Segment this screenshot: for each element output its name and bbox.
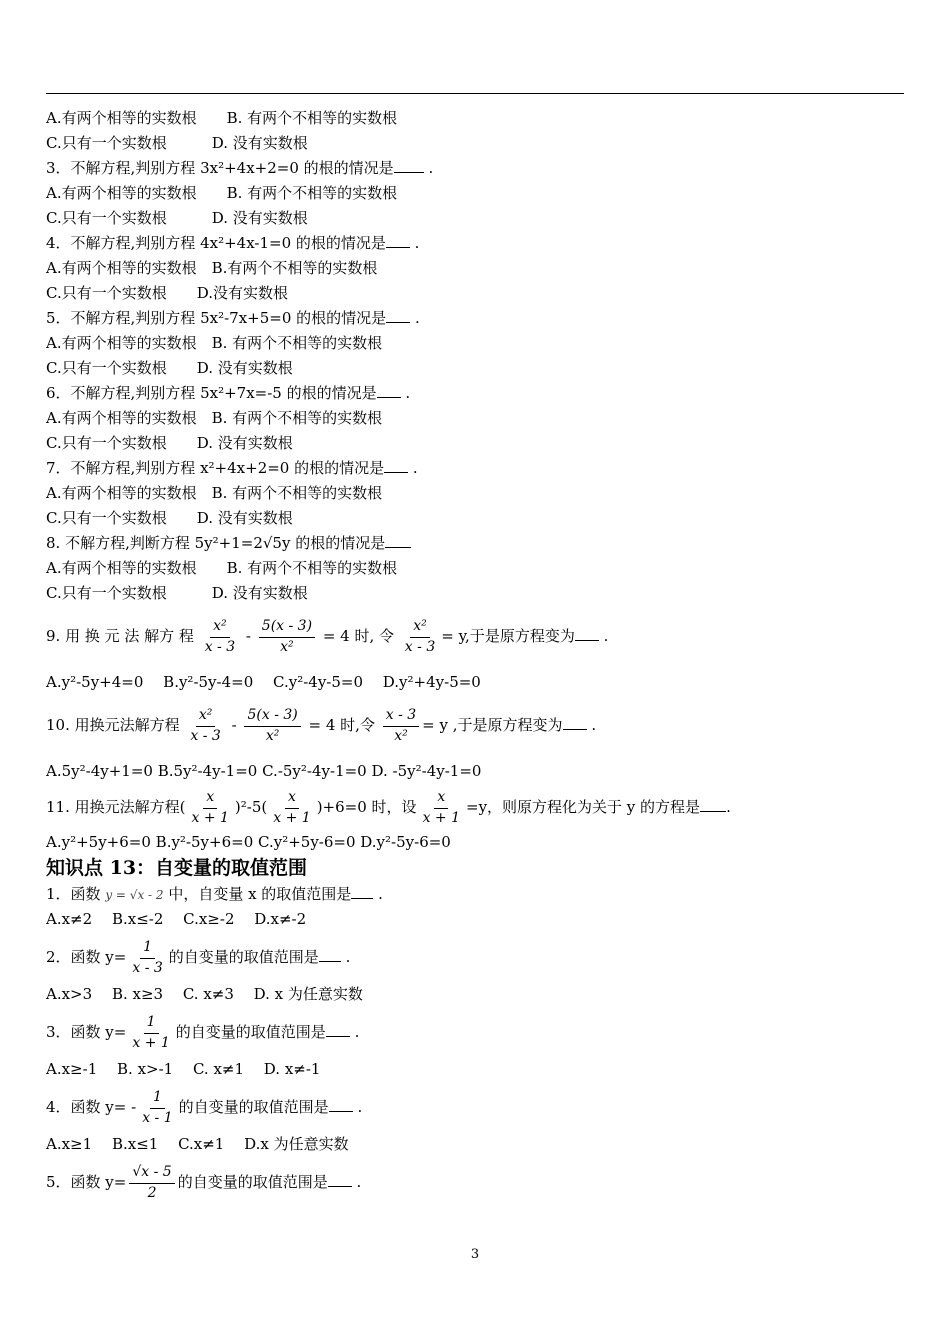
function-expression: y = √x - 2 bbox=[105, 888, 164, 902]
answer-blank bbox=[384, 458, 408, 473]
answer-blank bbox=[386, 233, 410, 248]
text-line: C.只有一个实数根 D. 没有实数根 bbox=[46, 509, 293, 527]
header-rule bbox=[46, 93, 904, 94]
text-line: A.有两个相等的实数根 B. 有两个不相等的实数根 bbox=[46, 409, 383, 427]
section-heading: 知识点 13：自变量的取值范围 bbox=[46, 857, 308, 879]
text-line: A.有两个相等的实数根 B. 有两个不相等的实数根 bbox=[46, 559, 398, 577]
question-k2: 2．函数 y= $\frac{1}{x - 3}$ 的自变量的取值范围是 . bbox=[46, 939, 351, 976]
options-line: A.x≥1 B.x≤1 C.x≠1 D.x 为任意实数 bbox=[46, 1135, 349, 1153]
text-line: C.只有一个实数根 D. 没有实数根 bbox=[46, 434, 293, 452]
answer-blank bbox=[563, 715, 587, 730]
fraction: $\frac{1}{x - 1}$ bbox=[142, 1089, 173, 1126]
question-k4: 4．函数 y= - $\frac{1}{x - 1}$ 的自变量的取值范围是 . bbox=[46, 1089, 363, 1126]
fraction: $\frac{\text{x²}}{x - 3}$ bbox=[190, 707, 221, 744]
question-8: 8. 不解方程,判断方程 5y²+1=2√5y 的根的情况是 bbox=[46, 531, 906, 556]
answer-blank bbox=[351, 884, 373, 899]
question-7: 7．不解方程,判别方程 x²+4x+2=0 的根的情况是 . bbox=[46, 459, 418, 477]
question-k1: 1．函数 y = √x - 2 中，自变量 x 的取值范围是 . bbox=[46, 885, 383, 903]
fraction: $\frac{x - 3}{\text{x²}}$ bbox=[383, 708, 419, 744]
options-line: A.x>3 B. x≥3 C. x≠3 D. x 为任意实数 bbox=[46, 985, 363, 1003]
text-line: A.有两个相等的实数根 B. 有两个不相等的实数根 bbox=[46, 184, 398, 202]
options-line: A.y²-5y+4=0 B.y²-5y-4=0 C.y²-4y-5=0 D.y²+4y-5=0 bbox=[46, 673, 481, 691]
page-content bbox=[46, 106, 906, 1207]
question-5: 5．不解方程,判别方程 5x²-7x+5=0 的根的情况是 . bbox=[46, 309, 420, 327]
question-11: 11. 用换元法解方程( $\frac{x}{x + 1}$ )²-5( $\frac{x}{x + 1}$ )+6=0 时，设 $\frac{x}{x + 1}$ =y，则原方程化为关于 y 的方程是 . bbox=[46, 789, 731, 826]
answer-blank bbox=[386, 308, 410, 323]
fraction: $\frac{√x - 5}{2}$ bbox=[129, 1165, 174, 1201]
question-6: 6．不解方程,判别方程 5x²+7x=-5 的根的情况是 . bbox=[46, 384, 411, 402]
text-line: A.有两个相等的实数根 B. 有两个不相等的实数根 bbox=[46, 484, 383, 502]
question-3: 3．不解方程,判别方程 3x²+4x+2=0 的根的情况是 . bbox=[46, 159, 434, 177]
fraction: $\frac{5(x - 3)}{\text{x²}}$ bbox=[259, 619, 315, 655]
options-line: A.y²+5y+6=0 B.y²-5y+6=0 C.y²+5y-6=0 D.y²-5y-6=0 bbox=[46, 833, 451, 851]
answer-blank bbox=[329, 1097, 353, 1112]
text-line: C.只有一个实数根 D. 没有实数根 bbox=[46, 359, 293, 377]
options-line: A.5y²-4y+1=0 B.5y²-4y-1=0 C.-5y²-4y-1=0 D. -5y²-4y-1=0 bbox=[46, 762, 482, 780]
fraction: $\frac{x}{x + 1}$ bbox=[422, 789, 460, 826]
text-line: C.只有一个实数根 D. 没有实数根 bbox=[46, 209, 308, 227]
fraction: $\frac{x}{x + 1}$ bbox=[273, 789, 311, 826]
fraction: $\frac{1}{x + 1}$ bbox=[132, 1014, 170, 1051]
options-line: A.x≠2 B.x≤-2 C.x≥-2 D.x≠-2 bbox=[46, 910, 307, 928]
text-line: A.有两个相等的实数根 B. 有两个不相等的实数根 bbox=[46, 334, 383, 352]
text-line: C.只有一个实数根 D. 没有实数根 bbox=[46, 134, 308, 152]
question-4: 4．不解方程,判别方程 4x²+4x-1=0 的根的情况是 . bbox=[46, 234, 420, 252]
fraction: $\frac{x}{x + 1}$ bbox=[191, 789, 229, 826]
options-line: A.x≥-1 B. x>-1 C. x≠1 D. x≠-1 bbox=[46, 1060, 321, 1078]
text-line: C.只有一个实数根 D.没有实数根 bbox=[46, 284, 288, 302]
answer-blank bbox=[575, 626, 599, 641]
fraction: $\frac{5(x - 3)}{\text{x²}}$ bbox=[244, 708, 300, 744]
answer-blank bbox=[394, 158, 424, 173]
answer-blank bbox=[328, 1172, 352, 1187]
page-number: 3 bbox=[470, 1247, 480, 1262]
fraction: $\frac{\text{x²}}{x - 3}$ bbox=[404, 618, 436, 655]
question-k5: 5．函数 y= $\frac{√x - 5}{2}$ 的自变量的取值范围是 . bbox=[46, 1164, 362, 1201]
answer-blank bbox=[377, 383, 401, 398]
question-10: 10. 用换元法解方程 $\frac{\text{x²}}{x - 3}$ - $\frac{5(x - 3)}{\text{x²}}$ = 4 时,令 $\frac{x - 3}{\text{x²}}$ = y ,于是原方程变为 . bbox=[46, 707, 597, 744]
fraction: $\frac{\text{x²}}{x - 3}$ bbox=[204, 618, 236, 655]
answer-blank bbox=[700, 797, 726, 812]
answer-blank bbox=[385, 533, 411, 548]
text-line: A.有两个相等的实数根 B. 有两个不相等的实数根 bbox=[46, 109, 398, 127]
answer-blank bbox=[326, 1022, 350, 1037]
question-k3: 3．函数 y= $\frac{1}{x + 1}$ 的自变量的取值范围是 . bbox=[46, 1014, 360, 1051]
text-line: A.有两个相等的实数根 B.有两个不相等的实数根 bbox=[46, 259, 378, 277]
question-9: 9. 用 换 元 法 解方 程 $\frac{\text{x²}}{x - 3}$ - $\frac{5(x - 3)}{\text{x²}}$ = 4 时, 令 $\frac{\text{x²}}{x - 3}$ = y,于是原方程变为 . bbox=[46, 618, 609, 655]
answer-blank bbox=[319, 947, 341, 962]
fraction: $\frac{1}{x - 3}$ bbox=[132, 939, 163, 976]
text-line: C.只有一个实数根 D. 没有实数根 bbox=[46, 584, 308, 602]
